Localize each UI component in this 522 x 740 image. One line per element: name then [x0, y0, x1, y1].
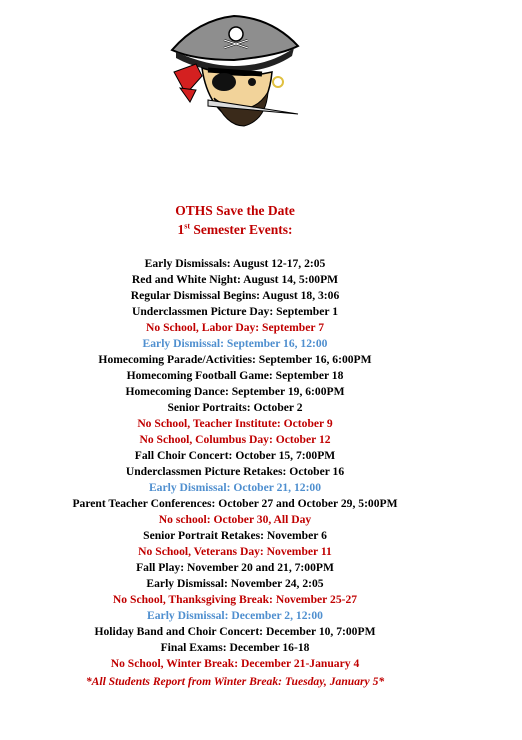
- event-item: Final Exams: December 16-18: [160, 641, 310, 654]
- event-item: No School, Winter Break: December 21-January 4: [110, 657, 360, 670]
- event-item: Underclassmen Picture Day: September 1: [131, 305, 339, 318]
- semester-ordinal-suffix: st: [184, 221, 191, 231]
- event-item: Fall Play: November 20 and 21, 7:00PM: [136, 561, 334, 574]
- winter-break-footnote: *All Students Report from Winter Break: Tuesday, January 5*: [85, 675, 385, 688]
- event-item: No School, Thanksgiving Break: November 25-27: [112, 593, 358, 606]
- event-item: Parent Teacher Conferences: October 27 and October 29, 5:00PM: [72, 497, 398, 510]
- event-item: Red and White Night: August 14, 5:00PM: [131, 273, 339, 286]
- event-item: Senior Portrait Retakes: November 6: [143, 529, 327, 542]
- event-list: [0, 256, 470, 672]
- event-item: Homecoming Football Game: September 18: [126, 369, 344, 382]
- pirate-mascot-logo: [168, 10, 302, 132]
- page-title: OTHS Save the Date: [175, 203, 295, 218]
- event-item: Early Dismissals: August 12-17, 2:05: [144, 257, 326, 270]
- event-item: No School, Teacher Institute: October 9: [137, 417, 333, 430]
- event-item: No School, Labor Day: September 7: [146, 321, 324, 334]
- event-item: Early Dismissal: December 2, 12:00: [147, 609, 323, 622]
- semester-number: 1: [177, 222, 185, 237]
- event-item: Fall Choir Concert: October 15, 7:00PM: [134, 449, 336, 462]
- event-item: Early Dismissal: October 21, 12:00: [148, 481, 322, 494]
- event-item: Holiday Band and Choir Concert: December 10, 7:00PM: [94, 625, 376, 638]
- event-item: Senior Portraits: October 2: [167, 401, 303, 414]
- event-item: Homecoming Parade/Activities: September 16, 6:00PM: [98, 353, 372, 366]
- event-item: Homecoming Dance: September 19, 6:00PM: [125, 385, 345, 398]
- event-item: Underclassmen Picture Retakes: October 16: [125, 465, 345, 478]
- event-item: No School, Columbus Day: October 12: [139, 433, 331, 446]
- event-item: No School, Veterans Day: November 11: [138, 545, 332, 558]
- event-item: No school: October 30, All Day: [158, 513, 312, 526]
- semester-subtitle: [0, 222, 470, 238]
- event-item: Regular Dismissal Begins: August 18, 3:06: [130, 289, 340, 302]
- event-item: Early Dismissal: November 24, 2:05: [146, 577, 324, 590]
- semester-label: Semester Events:: [190, 222, 293, 237]
- event-item: Early Dismissal: September 16, 12:00: [142, 337, 328, 350]
